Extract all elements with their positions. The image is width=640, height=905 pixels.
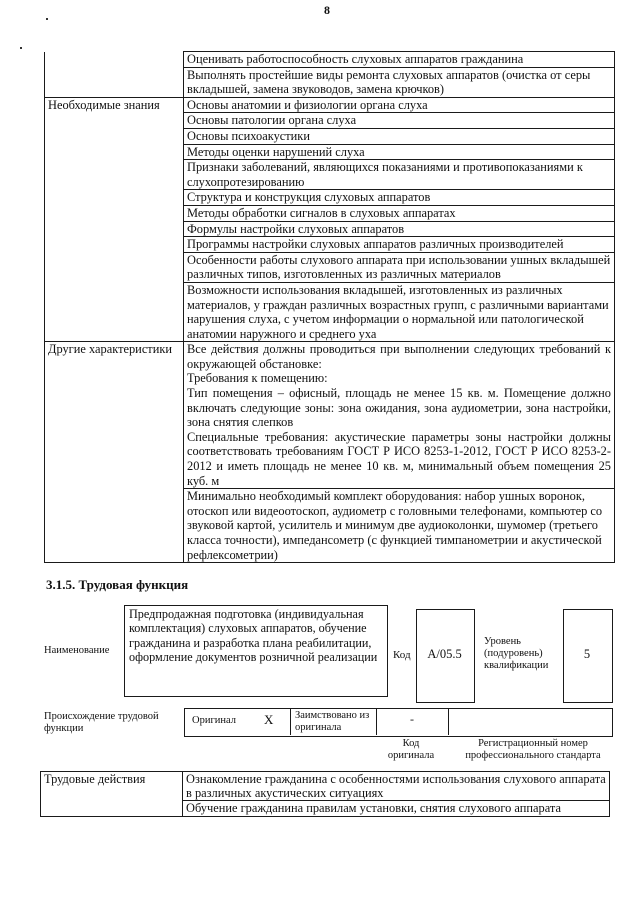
actions-table bbox=[40, 771, 610, 817]
row-value: Формулы настройки слуховых аппаратов bbox=[184, 221, 615, 237]
page-number: 8 bbox=[324, 3, 330, 17]
reg-number-caption: Регистрационный номер профессионального стандарта bbox=[465, 738, 601, 761]
row-label bbox=[45, 144, 184, 160]
row-value: Признаки заболеваний, являющихся показаниями и противопоказаниями к слухопротезированию bbox=[184, 160, 615, 190]
row-value: Особенности работы слухового аппарата при использовании ушных вкладышей различных типов, изготовленных из различных материалов bbox=[184, 252, 615, 282]
row-label bbox=[45, 282, 184, 341]
table-row bbox=[45, 190, 615, 206]
row-value: Методы оценки нарушений слуха bbox=[184, 144, 615, 160]
table-row bbox=[45, 342, 615, 489]
row-value: Выполнять простейшие виды ремонта слуховых аппаратов (очистка от серы вкладышей, замена звуководов, замена крючков) bbox=[184, 67, 615, 97]
table-row bbox=[45, 160, 615, 190]
row-label bbox=[45, 52, 184, 68]
row-label: Другие характеристики bbox=[45, 342, 184, 489]
actions-label-spacer bbox=[41, 801, 183, 816]
row-value: Структура и конструкция слуховых аппаратов bbox=[184, 190, 615, 206]
row-value: Основы анатомии и физиологии органа слуха bbox=[184, 97, 615, 113]
row-value: Основы психоакустики bbox=[184, 128, 615, 144]
row-label bbox=[45, 160, 184, 190]
code-value: A/05.5 bbox=[427, 647, 462, 661]
row-label bbox=[45, 67, 184, 97]
row-value: Оценивать работоспособность слуховых аппаратов гражданина bbox=[184, 52, 615, 68]
row-value: Программы настройки слуховых аппаратов различных производителей bbox=[184, 237, 615, 253]
code-original-caption: Код оригинала bbox=[387, 738, 435, 761]
row-label bbox=[45, 252, 184, 282]
level-value: 5 bbox=[583, 647, 591, 661]
row-value: Минимально необходимый комплект оборудования: набор ушных воронок, отоскоп или видеоотоскоп, аудиометр с головными телефонами, компьютер со звуковой картой, усилитель и минимум две аудиоколонки, шумомер (третьего класса точности), импедансометр (с функцией тимпанометрии и акустической рефлексометрии) bbox=[184, 489, 615, 563]
table-row bbox=[45, 489, 615, 563]
table-row bbox=[45, 67, 615, 97]
table-row bbox=[45, 113, 615, 129]
row-value: Все действия должны проводиться при выполнении следующих требований к окружающей обстановке: Требования к помещению: Тип помещения – офисный, площадь не менее 15 кв. м. Помещение должно включать следующие зоны: зона ожидания, зона аудиометрии, зона настройки, зона снятия слепков Специальные требования: акустические параметры зоны настройки должны соответствовать требованиям ГОСТ Р ИСО 8253-1-2012, ГОСТ Р ИСО 8253-2-2012 и иметь площадь не менее 10 кв. м, минимальный объем помещения 25 куб. м bbox=[184, 342, 615, 489]
original-checkbox-mark: X bbox=[264, 712, 274, 727]
actions-label: Трудовые действия bbox=[41, 772, 183, 801]
action-item: Обучение гражданина правилам установки, снятия слухового аппарата bbox=[183, 801, 610, 816]
row-value: Основы патологии органа слуха bbox=[184, 113, 615, 129]
row-value: Методы обработки сигналов в слуховых аппаратах bbox=[184, 205, 615, 221]
table-row bbox=[45, 144, 615, 160]
origin-divider bbox=[290, 708, 291, 735]
table-row bbox=[45, 52, 615, 68]
borrowed-label: Заимствовано из оригинала bbox=[295, 710, 370, 733]
scan-speck bbox=[20, 47, 22, 49]
row-value: Возможности использования вкладышей, изготовленных из различных материалов, у граждан различных возрастных групп, с различными вариантами нарушения слуха, с учетом информации о нормальной или патологической анатомии наружного и среднего уха bbox=[184, 282, 615, 341]
requirements-table bbox=[44, 51, 615, 563]
table-row bbox=[45, 252, 615, 282]
row-label: Необходимые знания bbox=[45, 97, 184, 113]
table-row bbox=[45, 128, 615, 144]
row-label bbox=[45, 190, 184, 206]
row-label bbox=[45, 489, 184, 563]
name-label: Наименование bbox=[44, 645, 110, 656]
action-item: Ознакомление гражданина с особенностями использования слухового аппарата в различных акустических ситуациях bbox=[183, 772, 610, 801]
section-title: 3.1.5. Трудовая функция bbox=[46, 577, 189, 592]
origin-label: Происхождение трудовой функции bbox=[44, 711, 159, 734]
row-label bbox=[45, 237, 184, 253]
row-label bbox=[45, 113, 184, 129]
row-label bbox=[45, 221, 184, 237]
table-row bbox=[41, 801, 610, 816]
table-row bbox=[45, 282, 615, 341]
origin-divider bbox=[448, 708, 449, 735]
function-name-text: Предпродажная подготовка (индивидуальная комплектация) слуховых аппаратов, обучение гражданина и разработка плана реабилитации, оформление документов розничной реализации bbox=[129, 607, 378, 664]
original-label: Оригинал bbox=[192, 715, 236, 726]
table-row bbox=[45, 221, 615, 237]
table-row bbox=[45, 205, 615, 221]
table-row bbox=[45, 97, 615, 113]
level-label: Уровень (подуровень) квалификации bbox=[484, 636, 549, 671]
dash-value: - bbox=[410, 712, 414, 726]
row-label bbox=[45, 205, 184, 221]
table-row bbox=[41, 772, 610, 801]
code-label: Код bbox=[393, 649, 411, 661]
row-label bbox=[45, 128, 184, 144]
table-row bbox=[45, 237, 615, 253]
scan-speck bbox=[46, 18, 48, 20]
